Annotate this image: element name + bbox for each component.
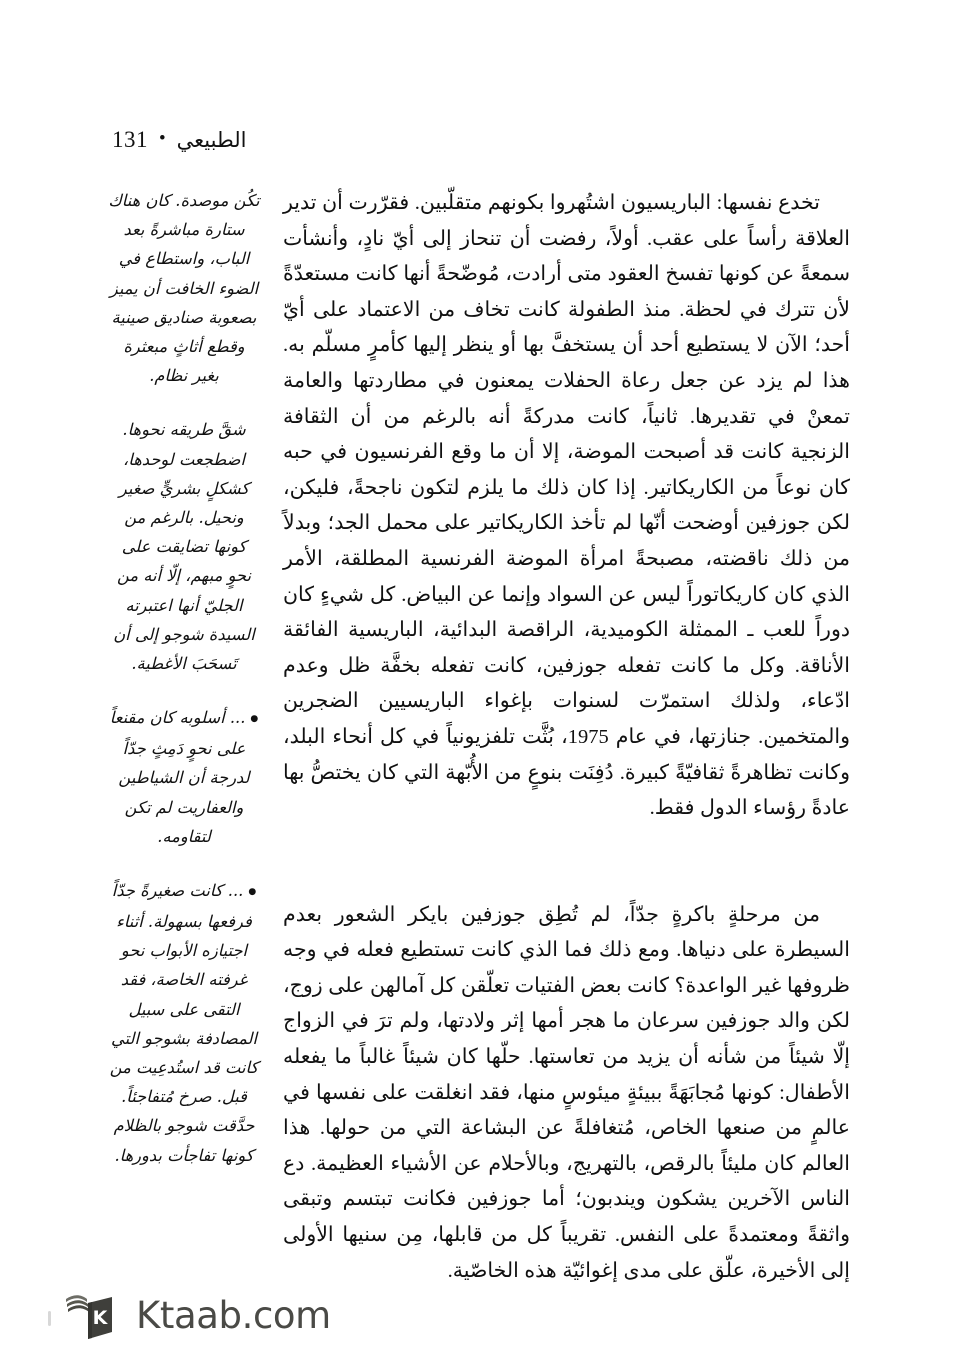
page-edge-mark — [48, 1311, 51, 1326]
margin-note: شقَّ طريقه نحوها. اضطجعت لوحدها، كشكلٍ بشريٍّ صغير ونحيل. بالرغم من كونها تضايقت على نحوٍ مبهم، إلّا أنه من الجليّ أنها اعتبرته السيدة شوجو إلى أن تَسحَبَ الأغطية. — [113, 420, 255, 674]
margin-notes-column — [108, 186, 260, 1170]
running-head-separator-dot: • — [159, 128, 166, 149]
main-text-column — [283, 186, 850, 1289]
margin-note: تكُن موصدة. كان هناك ستارة مباشرةً بعد الباب، واستطاع في الضوء الخافت أن يميز بصعوبة صناديق صينية وقطع أثاثٍ مبعثرة بغير نظام. — [108, 191, 260, 386]
margin-note: ● ... أسلوبه كان مقنعاً على نحوٍ دَمِثٍ جدّاً لدرجة أن الشياطين والعفاريت لم تكن لتقاومه. — [108, 703, 260, 851]
watermark-text: Ktaab.com — [136, 1293, 331, 1337]
page-number: 131 — [112, 127, 148, 152]
body-paragraph: من مرحلةٍ باكرةٍ جدّاً، لم تُطِق جوزفين بايكر الشعور بعدم السيطرة على دنياها. ومع ذلك فما الذي كانت تستطيع فعله في وجه ظروفها غير الواعدة؟ كانت بعض الفتيات تعلّقن كل آمالهن على زوج، لكن والد جوزفين سرعان ما هجر أمها إثر ولادتها، ولم ترَ في الزواج إلّا شيئاً من شأنه أن يزيد من تعاستها. حلّها كان شيئاً غالباً ما يفعله الأطفال: كونها مُجابَهَةً ببيئةٍ ميئوسٍ منها، فقد انغلقت على نفسها في عالمٍ من صنعها الخاص، مُتغافلةً عن البشاعة التي من حولها. هذا العالم كان مليئاً بالرقص، بالتهريج، وبالأحلام عن الأشياء العظيمة. دع الناس الآخرين يشكون ويندبون؛ أما جوزفين فكانت تبتسم وتبقى واثقةً ومعتمدةً على النفس. تقريباً كل من قابلها، مِن سنيها الأولى إلى الأخيرة، علّق على مدى إغوائيّة هذه الخاصّية. — [283, 903, 850, 1282]
logo-letter-k: K — [92, 1307, 108, 1329]
margin-note: ● ... كانت صغيرةً جدّاً فرفعها بسهولة. أثناء اجتيازه الأبواب نحو غرفته الخاصة، فقد التقى على سبيل المصادفة بشوجو التي كانت قد استُدعِيت من قبل. صرخ مُتفاجئاً. حدَّقت شوجو بالظلام كونها تفاجأت بدورها. — [108, 876, 260, 1170]
site-watermark — [62, 1278, 331, 1352]
page-body — [108, 186, 850, 1282]
open-book-icon — [62, 1285, 122, 1345]
body-paragraph: تخدع نفسها: الباريسيون اشتُهروا بكونهم متقلّبين. فقرّرت أن تدير العلاقة رأساً على عقب. أولاً، رفضت أن تنحاز إلى أيّ نادٍ، وأنشأت سمعةً عن كونها تفسخ العقود متى أرادت، مُوضّحةً أنها كانت مستعدّةً لأن تترك في لحظة. منذ الطفولة كانت تخاف من الاعتماد على أيّ أحد؛ الآن لا يستطيع أحد أن يستخفَّ بها أو ينظر إليها كأمرٍ مسلّم به. هذا لم يزد عن جعل رعاة الحفلات يمعنون في مطاردتها والعامة تمعنْ في تقديرها. ثانياً، كانت مدركةً أنه بالرغم من أن الثقافة الزنجية كانت قد أصبحت الموضة، إلا أن ما وقع الفرنسيون في حبه كان نوعاً من الكاريكاتير. إذا كان ذلك ما يلزم لتكون ناجحةً، فليكن، لكن جوزفين أوضحت أنّها لم تأخذ الكاريكاتير على محمل الجد؛ وبدلاً من ذلك ناقضته، مصبحةً امرأة الموضة الفرنسية المطلقة، الأمر الذي كان كاريكاتوراً ليس عن السواد وإنما عن البياض. كل شيءٍ كان دوراً للعب ـ الممثلة الكوميدية، الراقصة البدائية، الباريسية الفائقة الأناقة. وكل ما كانت تفعله جوزفين، كانت تفعله بخفَّة ظل وعدم ادّعاء، ولذلك استمرّت لسنوات بإغواء الباريسيين الضجرين والمتخمين. جنازتها، في عام 1975، بُثَّت تلفزيونياً في كل أنحاء البلد، وكانت تظاهرةً ثقافيّةً كبيرة. دُفِنَت بنوعٍ من الأُبّهة التي كان يختصُّ بها عادةً رؤساء الدول فقط. — [283, 192, 850, 820]
running-head-title: الطبيعي — [176, 128, 247, 152]
running-head — [112, 128, 412, 160]
